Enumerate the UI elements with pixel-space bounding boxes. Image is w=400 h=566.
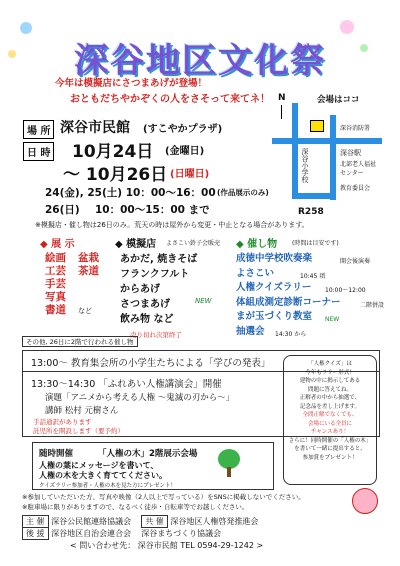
quiz-line: 参加賞をプレゼント！ xyxy=(302,454,358,461)
exhibit-more-item: など xyxy=(78,307,92,315)
exhibit-item: 写真 xyxy=(45,291,66,303)
quiz-line: 「人権クイズ」は xyxy=(308,361,352,367)
stall-item: さつまあげ xyxy=(120,299,170,310)
schedule-line-2-time: 10：00～15：00 まで xyxy=(95,204,210,216)
exhibit-item: 工芸 xyxy=(45,265,66,277)
quiz-line: 建物の中に掲示してある xyxy=(299,378,361,384)
stalls-footnote: 売り切れ次第終了 xyxy=(130,331,182,339)
tree-box xyxy=(32,442,274,490)
rain-note: ※模擬店・催し物は26日のみ。荒天の時は屋外から変更・中止となる場合があります。 xyxy=(35,221,309,229)
venue-marker-icon xyxy=(310,120,324,132)
exhibit-more-item: 盆栽 xyxy=(78,252,99,264)
schedule-start-dow: (金曜日) xyxy=(165,146,205,157)
stall-item: 飲み物 など xyxy=(120,314,174,325)
quiz-line: さらに！同時開催の「人権の木」 xyxy=(288,437,372,444)
footer-label: 主 催 xyxy=(22,515,49,528)
quiz-line: チャンスあり！ xyxy=(310,429,350,435)
north-arrow-icon xyxy=(281,105,282,119)
map-label-station: 深谷駅 xyxy=(340,149,361,157)
stalls-heading-note: よさこい鈴子会販売 xyxy=(166,240,221,247)
schedule-line-1: 24(金), 25(土) 10：00～16：00 xyxy=(45,187,216,199)
venue-name: 深谷市民館 xyxy=(60,120,130,136)
footer-label: 後 援 xyxy=(22,527,49,540)
mascot-icon xyxy=(352,488,378,514)
events-heading: ◆ 催し物 xyxy=(236,239,278,250)
event-item: 抽選会 xyxy=(236,325,265,337)
stall-item: あかだ, 焼きそば xyxy=(120,254,198,265)
stall-new-badge: NEW xyxy=(195,297,212,305)
quiz-box xyxy=(283,355,377,485)
exhibit-item: 手芸 xyxy=(45,278,66,290)
footer-contact: < 問い合わせ先： 深谷市民館 TEL 0594-29-1242 > xyxy=(70,541,264,550)
footer-value: 深谷地区人権啓発推進会 xyxy=(170,517,259,526)
quiz-line: 正解者の中から抽選で、 xyxy=(299,395,361,401)
stalls-heading: ◆ 模擬店 xyxy=(115,239,157,250)
event-item: よさこい xyxy=(236,267,275,279)
program-text: 教育集会所の小学生たちによる「学びの発表」 xyxy=(70,358,271,369)
map-road-label: R258 xyxy=(298,207,324,217)
tree-icon xyxy=(218,449,240,469)
event-time: NEW xyxy=(325,316,340,323)
quiz-line: 記念品を差し上げます。 xyxy=(299,403,361,410)
tagline-line-2: おともだちやかぞくの人をさそって来てネ！ xyxy=(70,94,270,105)
map-label-school: 深谷小学校 xyxy=(301,148,309,183)
venue-map xyxy=(272,93,382,211)
event-time: 10:45 頃 xyxy=(300,272,326,280)
quiz-line: を書いて一緒に提出すると、 xyxy=(294,446,366,452)
event-item: 人権クイズラリー xyxy=(236,282,312,293)
program-item-1 xyxy=(31,355,270,369)
warning-line: ※駐車場に限りがありますので、なるべく徒歩・自転車等でお越しください。 xyxy=(22,503,249,511)
event-item: 成徳中学校吹奏楽 xyxy=(236,253,313,264)
schedule-end-dow: (日曜日) xyxy=(170,169,210,180)
schedule-line-1-note: (作品展示のみ) xyxy=(217,188,269,197)
exhibits-heading: ◆ 展 示 xyxy=(40,239,75,250)
stalls-list xyxy=(120,252,197,327)
map-road-bottom xyxy=(292,193,336,199)
tagline-line-1: 今年は模擬店にさつまあげが登場！ xyxy=(55,78,208,89)
program-note: 手話通訳があります xyxy=(33,418,92,426)
map-road-vertical-right xyxy=(330,115,336,200)
quiz-line: 全問正解でなくても、 xyxy=(302,412,358,418)
schedule-end: ～ 10月26日 xyxy=(63,165,168,185)
map-label-center: 北部老人福祉センター xyxy=(340,161,377,177)
footer-row xyxy=(22,527,378,540)
map-label-fire: 深谷消防署 xyxy=(340,125,371,132)
map-venue-label: 会場はココ xyxy=(317,95,360,105)
tree-box-title: 「人権の木」2階展示会場 xyxy=(98,449,198,459)
sunday-note: その他, 26日に2階で行われる催し物 xyxy=(22,336,138,347)
event-item: まが玉づくり教室 xyxy=(236,311,313,322)
program-topic: 演題「アニメから考える人権 ～鬼滅の刃から～」 xyxy=(45,393,235,403)
exhibit-item: 絵画 xyxy=(45,252,66,264)
events-heading-note: (時間は目安です) xyxy=(292,240,339,247)
venue-label: 場 所 xyxy=(23,120,54,139)
footer-label: 共 催 xyxy=(141,515,168,528)
tree-box-foot: クイズラリー参加者・人権の木を見た方にプレゼント！ xyxy=(39,483,176,489)
tree-trunk-icon xyxy=(227,467,231,477)
north-marker: N xyxy=(278,93,286,103)
stall-item: からあげ xyxy=(120,284,160,295)
program-item-2 xyxy=(31,376,222,390)
schedule-line-2-day: 26(日) xyxy=(45,204,80,216)
schedule-label: 日 時 xyxy=(23,142,54,161)
exhibit-item: 書道 xyxy=(45,304,66,316)
stall-item: フランクフルト xyxy=(120,269,190,280)
quiz-line: 会場にいる全員に xyxy=(307,420,352,427)
tree-box-body: 人権の木を大きく育ててください。 xyxy=(39,471,167,480)
map-road-horizontal xyxy=(272,138,382,144)
event-time: 二階併設 xyxy=(360,301,385,309)
tree-box-body: 人権の葉にメッセージを書いて、 xyxy=(39,461,159,470)
event-time: 開会後演奏 xyxy=(340,258,371,265)
exhibits-more-list xyxy=(78,252,99,316)
quiz-line: 今年もラリー形式！ xyxy=(305,369,355,376)
schedule-start: 10月24日 xyxy=(72,142,154,162)
event-item: 体組成測定診断コーナー xyxy=(236,296,341,308)
tree-box-head: 随時開催 xyxy=(39,449,74,459)
footer-value: 深谷公民館連絡協議会 xyxy=(51,517,132,526)
page-title: 深谷地区文化祭 xyxy=(74,41,326,81)
program-time: 13:00～ xyxy=(31,358,68,369)
footer-value: 深谷地区自治会連合会 xyxy=(51,529,132,538)
map-road-vertical-left xyxy=(292,103,298,198)
program-text: 「ふれあい人権講演会」開催 xyxy=(98,379,222,390)
map-label-education: 教育委員会 xyxy=(340,185,371,192)
program-lecturer: 講師 松村 元樹さん xyxy=(45,406,119,416)
quiz-line: 問題に答えてね。 xyxy=(307,386,352,393)
venue-alias: (すこやかプラザ) xyxy=(143,124,223,135)
program-time: 13:30～14:30 xyxy=(31,379,96,390)
program-note: 託児所を開設します（要予約） xyxy=(33,427,124,435)
footer-value: 深谷まちづくり協議会 xyxy=(141,529,222,538)
event-time: 10:00～12:00 xyxy=(325,287,366,294)
warning-line: ※参加していただいた方、写真や映像（2人以上で写っている）をSNSに掲載しないでください。 xyxy=(22,493,305,501)
exhibit-more-item: 茶道 xyxy=(78,265,99,277)
exhibits-list xyxy=(45,252,66,317)
event-time: 14:30 から xyxy=(275,330,307,338)
